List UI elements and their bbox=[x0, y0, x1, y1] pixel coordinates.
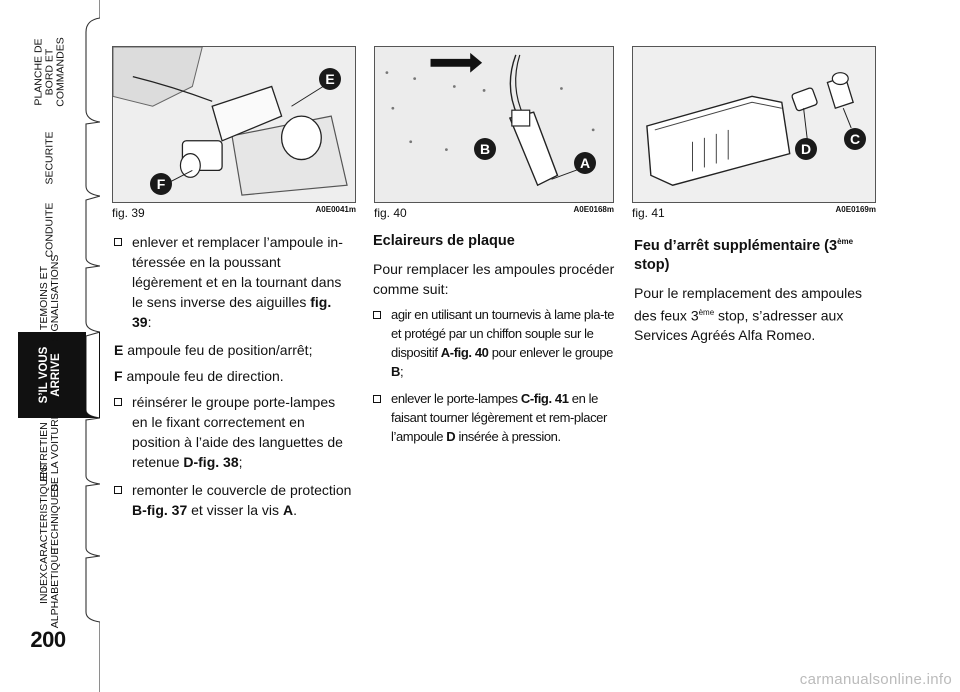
step-remove-holder bbox=[373, 389, 615, 446]
text: stop) bbox=[634, 256, 670, 273]
figure-41-code: A0E0169m bbox=[835, 205, 876, 214]
third-stop-paragraph bbox=[634, 283, 876, 346]
figure-41-image bbox=[632, 46, 876, 203]
callout-e: E bbox=[319, 68, 341, 90]
legend-f bbox=[114, 366, 352, 386]
page-number: 200 bbox=[30, 627, 66, 652]
text: ; bbox=[400, 364, 404, 379]
figure-39-image bbox=[112, 46, 356, 203]
text: agir en utilisant un tournevis à lame pla-te et protégé par un chiffon souple sur le dispositif bbox=[391, 307, 615, 360]
text: insérée à pression. bbox=[455, 429, 561, 444]
figure-39-code: A0E0041m bbox=[315, 205, 356, 214]
text: en le faisant tourner légèrement et rem-placer l’ampoule bbox=[391, 391, 607, 444]
tab-temoins[interactable]: TEMOINS ET SIGNALISATIONS bbox=[38, 254, 61, 342]
figure-40-code: A0E0168m bbox=[573, 205, 614, 214]
tab-entretien[interactable]: ENTRETIEN DE LA VOITURE bbox=[38, 412, 61, 492]
text: ; bbox=[238, 454, 243, 470]
text: et visser la vis bbox=[187, 502, 283, 518]
fig-ref: D-fig. 38 bbox=[183, 454, 239, 470]
callout-a: A bbox=[574, 152, 596, 174]
text: réinsérer le groupe porte-lampes en le fixant correctement en position à l’aide des languettes de retenue bbox=[132, 394, 343, 470]
tab-planche-de-bord[interactable]: PLANCHE DE BORD ET COMMANDES bbox=[32, 37, 67, 107]
text: : bbox=[147, 314, 152, 330]
callout-c: C bbox=[844, 128, 866, 150]
intro: Pour remplacer les ampoules procéder comme suit: bbox=[373, 261, 615, 297]
fig-ref: fig. 39 bbox=[132, 294, 332, 330]
superscript: ème bbox=[698, 307, 715, 317]
fig-ref: B-fig. 37 bbox=[132, 502, 188, 518]
legend-key: F bbox=[114, 368, 123, 384]
chapter-tabs bbox=[0, 0, 100, 692]
step-reinsert-holder bbox=[114, 392, 352, 472]
callout-f: F bbox=[150, 173, 172, 195]
text: remonter le couvercle de protection bbox=[132, 482, 352, 498]
text: Feu d’arrêt supplémentaire (3 bbox=[634, 237, 838, 254]
tab-sil-vous-arrive[interactable]: S’IL VOUS ARRIVE bbox=[38, 346, 62, 404]
tab-securite[interactable]: SECURITE bbox=[43, 131, 56, 185]
figure-40-image bbox=[374, 46, 614, 203]
heading-plate-lights: Eclaireurs de plaque bbox=[373, 233, 515, 249]
column-1 bbox=[114, 232, 352, 528]
watermark: carmanualsonline.info bbox=[799, 671, 952, 688]
column-2 bbox=[373, 232, 615, 454]
key: B bbox=[391, 364, 400, 379]
figure-39-caption: fig. 39 bbox=[112, 206, 145, 220]
tab-caracteristiques[interactable]: CARACTERISTIQUES TECHNIQUES bbox=[38, 464, 61, 572]
text: . bbox=[293, 502, 297, 518]
figure-40 bbox=[374, 46, 614, 222]
figure-41-caption: fig. 41 bbox=[632, 206, 665, 220]
text: stop, s’adresser aux Services Agréés Alfa Romeo. bbox=[634, 307, 844, 344]
step-use-screwdriver bbox=[373, 305, 615, 381]
step-remove-bulb bbox=[114, 232, 352, 332]
text: enlever le porte-lampes bbox=[391, 391, 521, 406]
heading-third-stop bbox=[634, 232, 876, 275]
figure-39 bbox=[112, 46, 356, 222]
callout-b: B bbox=[474, 138, 496, 160]
figure-40-caption: fig. 40 bbox=[374, 206, 407, 220]
legend-e bbox=[114, 340, 352, 360]
superscript: ème bbox=[837, 237, 854, 246]
legend-text: ampoule feu de position/arrêt; bbox=[123, 342, 313, 358]
text: Pour le remplacement des ampoules des feux 3 bbox=[634, 284, 863, 324]
text: enlever et remplacer l’ampoule in-téressée en la poussant légèrement et en la tournant dans le sens inverse des aiguilles bbox=[132, 234, 343, 310]
step-refit-cover bbox=[114, 480, 352, 520]
fig-ref: C-fig. 41 bbox=[520, 391, 569, 406]
key: A bbox=[282, 502, 294, 518]
text: pour enlever le groupe bbox=[488, 345, 613, 360]
figure-41 bbox=[632, 46, 876, 222]
key: D bbox=[446, 429, 456, 444]
tab-index[interactable]: INDEX ALPHABETIQUE bbox=[38, 547, 61, 629]
legend-text: ampoule feu de direction. bbox=[122, 368, 284, 384]
callout-d: D bbox=[795, 138, 817, 160]
legend-key: E bbox=[114, 342, 124, 358]
column-3 bbox=[634, 232, 876, 351]
tab-conduite[interactable]: CONDUITE bbox=[43, 202, 56, 258]
fig-ref: A-fig. 40 bbox=[440, 345, 489, 360]
